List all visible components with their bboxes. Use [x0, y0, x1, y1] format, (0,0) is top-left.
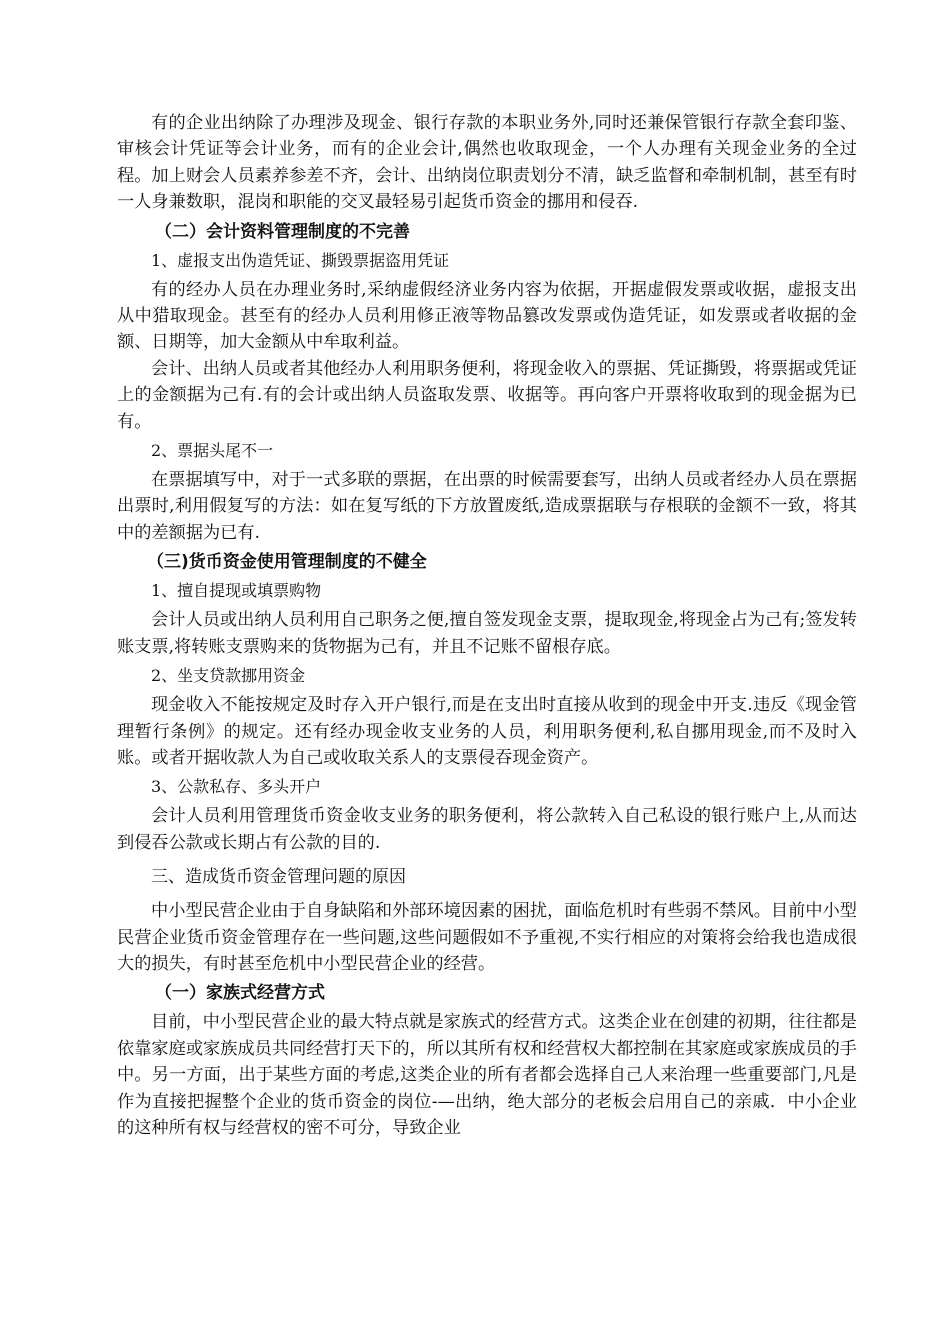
paragraph: 中小型民营企业由于自身缺陷和外部环境因素的困扰，面临危机时有些弱不禁风。目前中小型民营企业货币资金管理存在一些问题,这些问题假如不予重视,不实行相应的对策将会给我也造成很大的损失，有时甚至危机中小型民营企业的经营。	[117, 901, 857, 974]
subsection-heading: 2、票据头尾不一	[151, 441, 274, 461]
subsection-heading: 1、虚报支出伪造凭证、撕毁票据盗用凭证	[151, 250, 450, 270]
document-body	[117, 110, 857, 1141]
paragraph: 有的企业出纳除了办理涉及现金、银行存款的本职业务外,同时还兼保管银行存款全套印鉴、审核会计凭证等会计业务，而有的企业会计,偶然也收取现金，一个人办理有关现金业务的全过程。加上财会人员素养参差不齐，会计、出纳岗位职责划分不清，缺乏监督和牵制机制，甚至有时一人身兼数职，混岗和职能的交叉最轻易引起货币资金的挪用和侵吞.	[117, 113, 857, 213]
section-heading: （二）会计资料管理制度的不完善	[155, 221, 410, 242]
paragraph: 会计人员或出纳人员利用自己职务之便,擅自签发现金支票，提取现金,将现金占为己有;签发转账支票,将转账支票购来的货物据为己有，并且不记账不留根存底。	[117, 610, 857, 657]
subsection-heading: 3、公款私存、多头开户	[151, 777, 322, 797]
subsection-heading: 1、擅自提现或填票购物	[151, 581, 322, 601]
paragraph: 在票据填写中，对于一式多联的票据，在出票的时候需要套写，出纳人员或者经办人员在票据出票时,利用假复写的方法：如在复写纸的下方放置废纸,造成票据联与存根联的金额不一致，将其中的差额据为已有.	[117, 470, 857, 543]
section-heading: （三)货币资金使用管理制度的不健全	[147, 552, 427, 573]
paragraph: 会计、出纳人员或者其他经办人利用职务便利，将现金收入的票据、凭证撕毁，将票据或凭证上的金额据为己有.有的会计或出纳人员盗取发票、收据等。再向客户开票将收取到的现金据为已有。	[117, 358, 857, 432]
paragraph: 会计人员利用管理货币资金收支业务的职务便利，将公款转入自己私设的银行账户上,从而达到侵吞公款或长期占有公款的目的.	[117, 806, 857, 853]
section-heading: （一）家族式经营方式	[155, 983, 325, 1004]
chapter-heading: 三、造成货币资金管理问题的原因	[151, 867, 406, 888]
paragraph: 目前，中小型民营企业的最大特点就是家族式的经营方式。这类企业在创建的初期，往往都是依靠家庭或家族成员共同经营打天下的，所以其所有权和经营权大都控制在其家庭或家族成员的手中。另一方面，出于某些方面的考虑,这类企业的所有者都会选择自己人来治理一些重要部门,凡是作为直接把握整个企业的货币资金的岗位-—出纳，绝大部分的老板会启用自己的亲戚．中小企业的这种所有权与经营权的密不可分，导致企业	[117, 1012, 857, 1138]
paragraph: 现金收入不能按规定及时存入开户银行,而是在支出时直接从收到的现金中开支.违反《现金管理暂行条例》的规定。还有经办现金收支业务的人员，利用职务便利,私自挪用现金,而不及时入账。或者开据收款人为自己或收取关系人的支票侵吞现金资产。	[117, 695, 857, 768]
subsection-heading: 2、坐支贷款挪用资金	[151, 666, 306, 686]
paragraph: 有的经办人员在办理业务时,采纳虚假经济业务内容为依据，开据虚假发票或收据，虚报支出从中猎取现金。甚至有的经办人员利用修正液等物品篡改发票或伪造凭证，如发票或者收据的金额、日期等，加大金额从中牟取利益。	[117, 279, 857, 353]
